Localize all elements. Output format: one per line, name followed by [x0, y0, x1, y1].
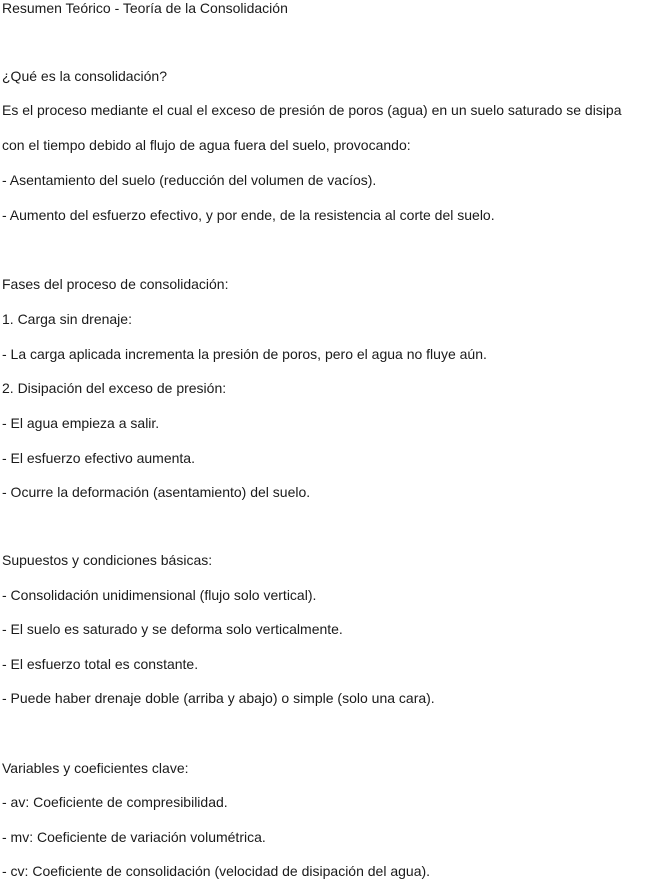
variables-heading: Variables y coeficientes clave: — [2, 760, 189, 776]
phase-2-item-3: - Ocurre la deformación (asentamiento) del suelo. — [2, 484, 311, 500]
variable-item-1: - av: Coeficiente de compresibilidad. — [2, 794, 228, 810]
effect-item-2: - Aumento del esfuerzo efectivo, y por ende, de la resistencia al corte del suelo. — [2, 207, 495, 223]
variable-item-2: - mv: Coeficiente de variación volumétrica. — [2, 829, 266, 845]
assumptions-heading: Supuestos y condiciones básicas: — [2, 552, 213, 568]
phase-1-item-1: - La carga aplicada incrementa la presión de poros, pero el agua no fluye aún. — [2, 346, 487, 362]
definition-line-1: Es el proceso mediante el cual el exceso de presión de poros (agua) en un suelo saturado se disipa — [2, 102, 622, 118]
assumption-item-4: - Puede haber drenaje doble (arriba y abajo) o simple (solo una cara). — [2, 690, 435, 706]
assumption-item-3: - El esfuerzo total es constante. — [2, 656, 199, 672]
phase-1-title: 1. Carga sin drenaje: — [2, 311, 132, 327]
phases-heading: Fases del proceso de consolidación: — [2, 276, 229, 292]
phase-2-item-1: - El agua empieza a salir. — [2, 415, 160, 431]
intro-question: ¿Qué es la consolidación? — [2, 68, 167, 84]
variable-item-3: - cv: Coeficiente de consolidación (velocidad de disipación del agua). — [2, 863, 431, 879]
definition-line-2: con el tiempo debido al flujo de agua fuera del suelo, provocando: — [2, 137, 411, 153]
assumption-item-2: - El suelo es saturado y se deforma solo verticalmente. — [2, 621, 343, 637]
effect-item-1: - Asentamiento del suelo (reducción del volumen de vacíos). — [2, 172, 377, 188]
document-title: Resumen Teórico - Teoría de la Consolidación — [2, 0, 288, 16]
phase-2-item-2: - El esfuerzo efectivo aumenta. — [2, 450, 195, 466]
assumption-item-1: - Consolidación unidimensional (flujo solo vertical). — [2, 587, 317, 603]
phase-2-title: 2. Disipación del exceso de presión: — [2, 380, 227, 396]
